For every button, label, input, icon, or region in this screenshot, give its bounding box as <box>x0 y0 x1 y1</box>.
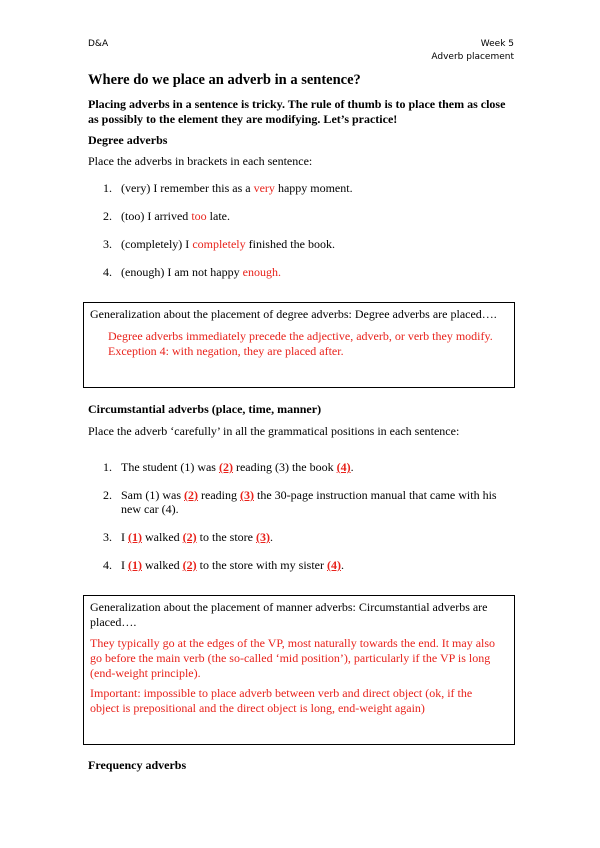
box-prompt: Generalization about the placement of manner adverbs: Circumstantial adverbs are <box>90 600 488 614</box>
answer-text: completely <box>192 237 246 251</box>
intro-paragraph: Placing adverbs in a sentence is tricky. The rule of thumb is to place them as close as possibly to the element they are modifying. Let’s practice! <box>88 97 506 126</box>
list-number: 1. <box>103 460 112 474</box>
list-number: 1. <box>103 181 112 195</box>
list-item: Sam (1) was (2) reading (3) the 30-page instruction manual that came with his <box>121 488 497 502</box>
section-heading-circumstantial: Circumstantial adverbs (place, time, manner) <box>88 402 322 416</box>
generalization-box-circumstantial <box>83 595 515 745</box>
box-answer: go before the main verb (the so-called ‘mid position’), particularly if the VP is long <box>90 651 491 665</box>
header-week: Week 5 <box>480 39 514 49</box>
answer-text: very <box>253 181 275 195</box>
page-title: Where do we place an adverb in a sentence? <box>88 72 361 88</box>
box-prompt: Generalization about the placement of degree adverbs: Degree adverbs are placed…. <box>90 307 497 321</box>
box-answer: They typically go at the edges of the VP, most naturally towards the end. It may also <box>90 636 496 650</box>
section-heading-frequency: Frequency adverbs <box>88 758 187 772</box>
list-number: 3. <box>103 237 112 251</box>
list-item: (too) I arrived too late. <box>121 209 230 223</box>
list-item: (very) I remember this as a very happy moment. <box>121 181 353 195</box>
section-heading-degree: Degree adverbs <box>88 133 168 147</box>
list-number: 3. <box>103 530 112 544</box>
list-number: 2. <box>103 209 112 223</box>
degree-instruction: Place the adverbs in brackets in each sentence: <box>88 154 313 168</box>
generalization-box-degree <box>83 302 515 388</box>
box-answer: object is prepositional and the direct object is long, end-weight again) <box>90 701 425 715</box>
answer-text: enough. <box>242 265 281 279</box>
circumstantial-instruction: Place the adverb ‘carefully’ in all the grammatical positions in each sentence: <box>88 424 460 438</box>
list-item: The student (1) was (2) reading (3) the book (4). <box>121 460 354 474</box>
box-answer: Important: impossible to place adverb between verb and direct object (ok, if the <box>90 686 473 700</box>
list-number: 4. <box>103 265 112 279</box>
box-prompt: placed…. <box>90 615 137 629</box>
list-number: 4. <box>103 558 112 572</box>
box-answer: Exception 4: with negation, they are placed after. <box>108 344 344 358</box>
list-item: I (1) walked (2) to the store with my sister (4). <box>121 558 344 572</box>
box-answer: (end-weight principle). <box>90 666 201 680</box>
list-number: 2. <box>103 488 112 502</box>
answer-text: too <box>191 209 207 223</box>
list-item-continuation: new car (4). <box>121 502 179 516</box>
list-item: (enough) I am not happy enough. <box>121 265 281 279</box>
list-item: I (1) walked (2) to the store (3). <box>121 530 273 544</box>
header-topic: Adverb placement <box>431 52 514 62</box>
list-item: (completely) I completely finished the book. <box>121 237 335 251</box>
box-answer: Degree adverbs immediately precede the adjective, adverb, or verb they modify. <box>108 329 493 343</box>
header-course: D&A <box>88 39 109 49</box>
